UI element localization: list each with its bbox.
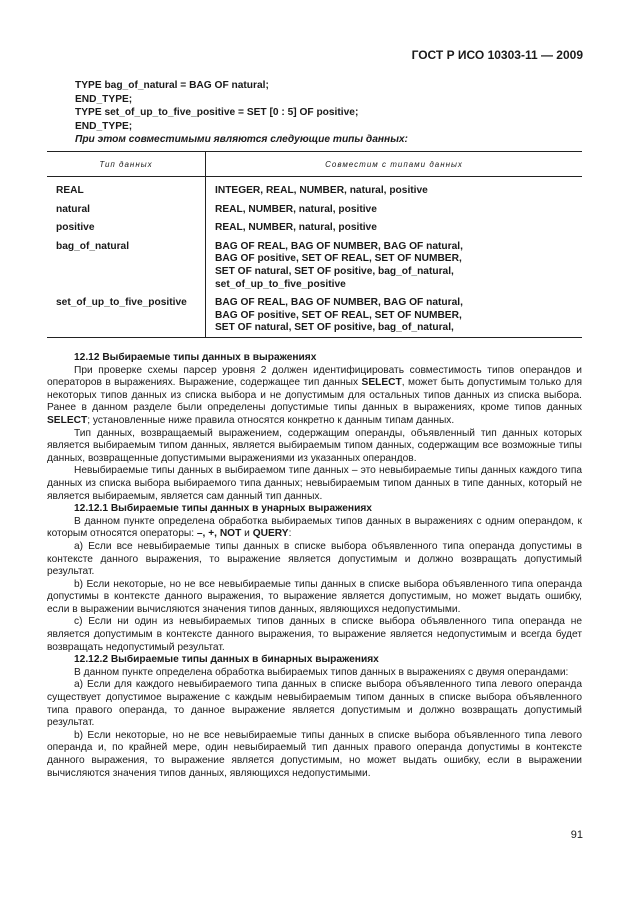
list-item: а) Если все невыбираемые типы данных в списке выбора объявленного типа операнда допустимы в контексте данного выражения, то выражение является допустимым и должно возвращать допустимый результат.	[47, 540, 582, 578]
compat-cell: REAL, NUMBER, natural, positive	[215, 203, 377, 215]
code-block	[75, 79, 408, 147]
table-row	[47, 235, 582, 291]
table-header-compat: Совместим с типами данных	[206, 152, 583, 177]
type-cell: natural	[47, 198, 206, 217]
type-cell: set_of_up_to_five_positive	[47, 291, 206, 337]
type-cell: bag_of_natural	[47, 235, 206, 291]
paragraph: Невыбираемые типы данных в выбираемом типе данных – это невыбираемые типы данных каждого типа данных из списка выбора выбираемого типа данных; невыбираемым типом данных в типе данных, который не является выбираемым, является сам данный тип данных.	[47, 465, 582, 502]
code-line: TYPE bag_of_natural = BAG OF natural;	[75, 80, 269, 91]
document-header: ГОСТ Р ИСО 10303-11 — 2009	[411, 48, 583, 62]
table-row	[47, 216, 582, 235]
section-heading: 12.12 Выбираемые типы данных в выражениях	[74, 352, 317, 363]
compat-cell: BAG OF REAL, BAG OF NUMBER, BAG OF natural, BAG OF positive, SET OF REAL, SET OF NUMBER, SET OF natural, SET OF positive, bag_of_natural,	[206, 291, 583, 337]
table-row	[47, 198, 582, 217]
type-cell: positive	[47, 216, 206, 235]
page-number: 91	[570, 829, 583, 841]
code-line: TYPE set_of_up_to_five_positive = SET [0 : 5] OF positive;	[75, 107, 359, 119]
table-header-type: Тип данных	[47, 152, 206, 177]
list-item: b) Если некоторые, но не все невыбираемые типы данных в списке выбора объявленного типа операнда допустимы в контексте данного выражения, то выражение является допустимым, но может выдать ошибку, если в выражении вычисляются значения типов данных, являющихся недопустимыми.	[47, 578, 582, 615]
table-row	[47, 291, 582, 337]
paragraph: Тип данных, возвращаемый выражением, содержащим операнды, объявленный тип данных которых является выбираемым типом данных, является выбираемым типом данных, содержащим все возможные типы данных, возвращенные допустимыми выражениями из указанных операндов.	[47, 427, 582, 464]
list-item: b) Если некоторые, но не все невыбираемые типы данных в списке выбора объявленного типа левого операнда и, по крайней мере, один невыбираемый тип данных правого операнда допустимы в контексте данного выражения, то выражение является допустимым, но может выдать ошибку, если в выражении вычисляются значения типов данных, являющихся недопустимыми.	[47, 729, 582, 779]
subsection-heading: 12.12.1 Выбираемые типы данных в унарных выражениях	[74, 503, 372, 515]
code-line: END_TYPE;	[75, 93, 133, 105]
paragraph: При проверке схемы парсер уровня 2 должен идентифицировать совместимость типов операндов и операторов в выражениях. Выражение, содержащее тип данных SELECT, может быть допустимым только для некоторых типов данных из списка выбора и не допустимым для остальных типов данных из списка выбора. Ранее в данном разделе были определены допустимые типы данных в выражениях, кроме типов данных SELECT; установленные ниже правила относятся конкретно к данным типам данных.	[47, 364, 582, 426]
compatibility-table	[47, 151, 582, 338]
compat-cell: INTEGER, REAL, NUMBER, natural, positive	[215, 185, 428, 196]
compat-cell: BAG OF REAL, BAG OF NUMBER, BAG OF natural, BAG OF positive, SET OF REAL, SET OF NUMBER, SET OF natural, SET OF positive, bag_of_natural, set_of_up_to_five_positive	[215, 240, 463, 290]
body-text	[47, 352, 582, 780]
compat-cell: REAL, NUMBER, natural, positive	[215, 222, 377, 234]
paragraph: В данном пункте определена обработка выбираемых типов данных в выражениях с одним операндом, к которым относятся операторы: –, +, NOT и QUERY:	[47, 515, 582, 540]
table-row	[47, 177, 582, 198]
subsection-heading: 12.12.2 Выбираемые типы данных в бинарных выражениях	[74, 654, 379, 666]
type-cell: REAL	[47, 177, 206, 198]
list-item: с) Если ни один из невыбираемых типов данных в списке выбора объявленного типа операнда не является допустимым в контексте данного выражения, то выражение является недопустимым и всегда будет возвращать недопустимый результат.	[47, 616, 582, 653]
code-line: END_TYPE;	[75, 120, 133, 132]
paragraph: В данном пункте определена обработка выбираемых типов данных в выражениях с двумя операндами:	[74, 666, 569, 678]
list-item: а) Если для каждого невыбираемого типа данных в списке выбора объявленного типа левого операнда существует допустимое выражение с каждым невыбираемым типом данных в списке выбора объявленного типа правого операнда, то данное выражение является допустимым и должно возвращать допустимый результат.	[47, 679, 582, 729]
compatibility-intro: При этом совместимыми являются следующие типы данных:	[75, 134, 408, 146]
